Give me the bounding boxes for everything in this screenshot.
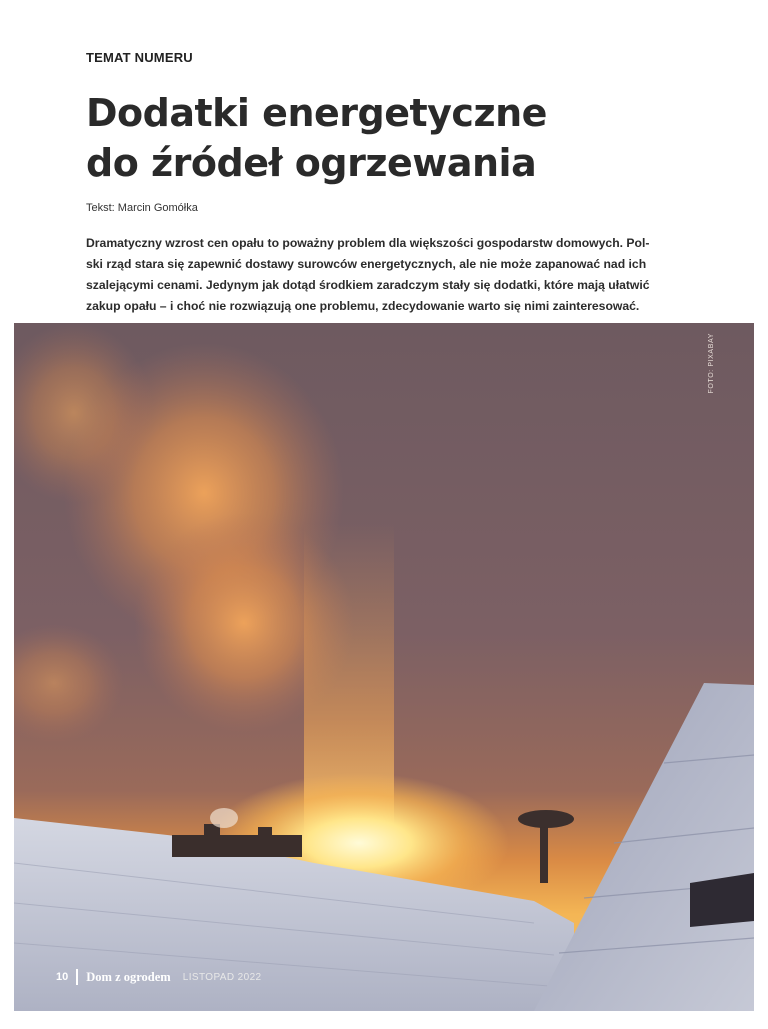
footer-divider [76, 969, 78, 985]
lead-paragraph [86, 233, 686, 317]
lead-line: zakup opału – i choć nie rozwiązują one problemu, zdecydowanie warto się nimi zainteresować. [86, 299, 640, 313]
section-label: TEMAT NUMERU [86, 50, 193, 65]
magazine-name: Dom z ogrodem [86, 969, 171, 984]
lead-line: ski rząd stara się zapewnić dostawy surowców energetycznych, ale nie może zapanować nad ich [86, 257, 647, 271]
lead-line: szalejącymi cenami. Jedynym jak dotąd środkiem zaradczym stały się dodatki, które mają ułatwić [86, 278, 650, 292]
title-line-1: Dodatki energetyczne [86, 91, 547, 135]
byline: Tekst: Marcin Gomółka [86, 202, 198, 214]
page-footer [56, 969, 262, 985]
lead-line: Dramatyczny wzrost cen opału to poważny problem dla większości gospodarstw domowych. Pol- [86, 236, 650, 250]
photo-credit: FOTO: PIXABAY [708, 333, 715, 394]
title-line-2: do źródeł ogrzewania [86, 141, 537, 185]
page-number: 10 [56, 971, 69, 983]
hero-photo [14, 323, 754, 1011]
issue-date: LISTOPAD 2022 [182, 971, 262, 983]
article-title [86, 88, 686, 188]
